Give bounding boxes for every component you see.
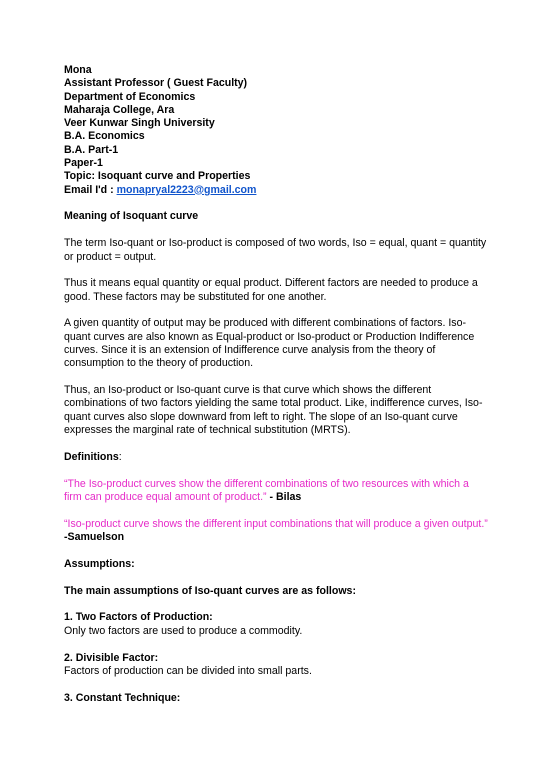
assumption-title: 2. Divisible Factor: bbox=[64, 651, 159, 664]
assumptions-heading: Assumptions: bbox=[64, 557, 135, 570]
assumption-text: Only two factors are used to produce a commodity. bbox=[64, 624, 303, 637]
topic: Topic: Isoquant curve and Properties bbox=[64, 170, 251, 183]
assumption-title: 1. Two Factors of Production: bbox=[64, 611, 213, 624]
author-position: Assistant Professor ( Guest Faculty) bbox=[64, 77, 248, 90]
meaning-heading: Meaning of Isoquant curve bbox=[64, 210, 199, 223]
assumption-title: 3. Constant Technique: bbox=[64, 691, 181, 704]
assumption-text: Factors of production can be divided into small parts. bbox=[64, 664, 312, 677]
paragraph-3: A given quantity of output may be produced with different combinations of factors. Iso-quant curves are also known as Equal-product or Iso-product or Production Indifference curves. Since it is an extension of Indifference curve analysis from the theory of consumption to the theory of production. bbox=[64, 317, 475, 370]
email-line bbox=[64, 184, 488, 197]
definitions-heading bbox=[64, 451, 488, 464]
paragraph-2: Thus it means equal quantity or equal product. Different factors are needed to produce a good. These factors may be substituted for one another. bbox=[64, 277, 478, 303]
author-name: Mona bbox=[64, 64, 92, 76]
definition-1 bbox=[64, 478, 488, 505]
paragraph-1: The term Iso-quant or Iso-product is composed of two words, Iso = equal, quant = quantity or product = output. bbox=[64, 237, 487, 263]
definitions-label: Definitions bbox=[64, 450, 119, 463]
assumptions-intro: The main assumptions of Iso-quant curves are as follows: bbox=[64, 584, 356, 597]
definition-2-author: -Samuelson bbox=[64, 531, 125, 544]
email-link[interactable]: monapryal2223@gmail.com bbox=[116, 183, 257, 196]
course-part: B.A. Part-1 bbox=[64, 143, 119, 156]
definition-1-author: - Bilas bbox=[266, 490, 302, 503]
assumption-item bbox=[64, 652, 488, 679]
college: Maharaja College, Ara bbox=[64, 103, 175, 116]
university: Veer Kunwar Singh University bbox=[64, 117, 215, 130]
email-label: Email I'd : bbox=[64, 183, 117, 196]
paper: Paper-1 bbox=[64, 157, 103, 170]
course: B.A. Economics bbox=[64, 130, 145, 143]
definitions-colon: : bbox=[118, 450, 122, 463]
assumption-item bbox=[64, 692, 488, 705]
assumption-item bbox=[64, 611, 488, 638]
definition-1-quote: “The Iso-product curves show the different combinations of two resources with which a firm can produce equal amount of product.” bbox=[64, 477, 469, 503]
document-page bbox=[64, 64, 488, 705]
author-header bbox=[64, 64, 488, 197]
definition-2 bbox=[64, 518, 488, 545]
definition-2-quote: “Iso-product curve shows the different input combinations that will produce a given output.” bbox=[64, 517, 488, 530]
paragraph-4: Thus, an Iso-product or Iso-quant curve is that curve which shows the different combinations of two factors yielding the same total product. Like, indifference curves, Iso- quant curves also slope downward from left to right. The slope of an Iso-quant curve expresses the marginal rate of technical substitution (MRTS). bbox=[64, 384, 483, 437]
department: Department of Economics bbox=[64, 90, 196, 103]
